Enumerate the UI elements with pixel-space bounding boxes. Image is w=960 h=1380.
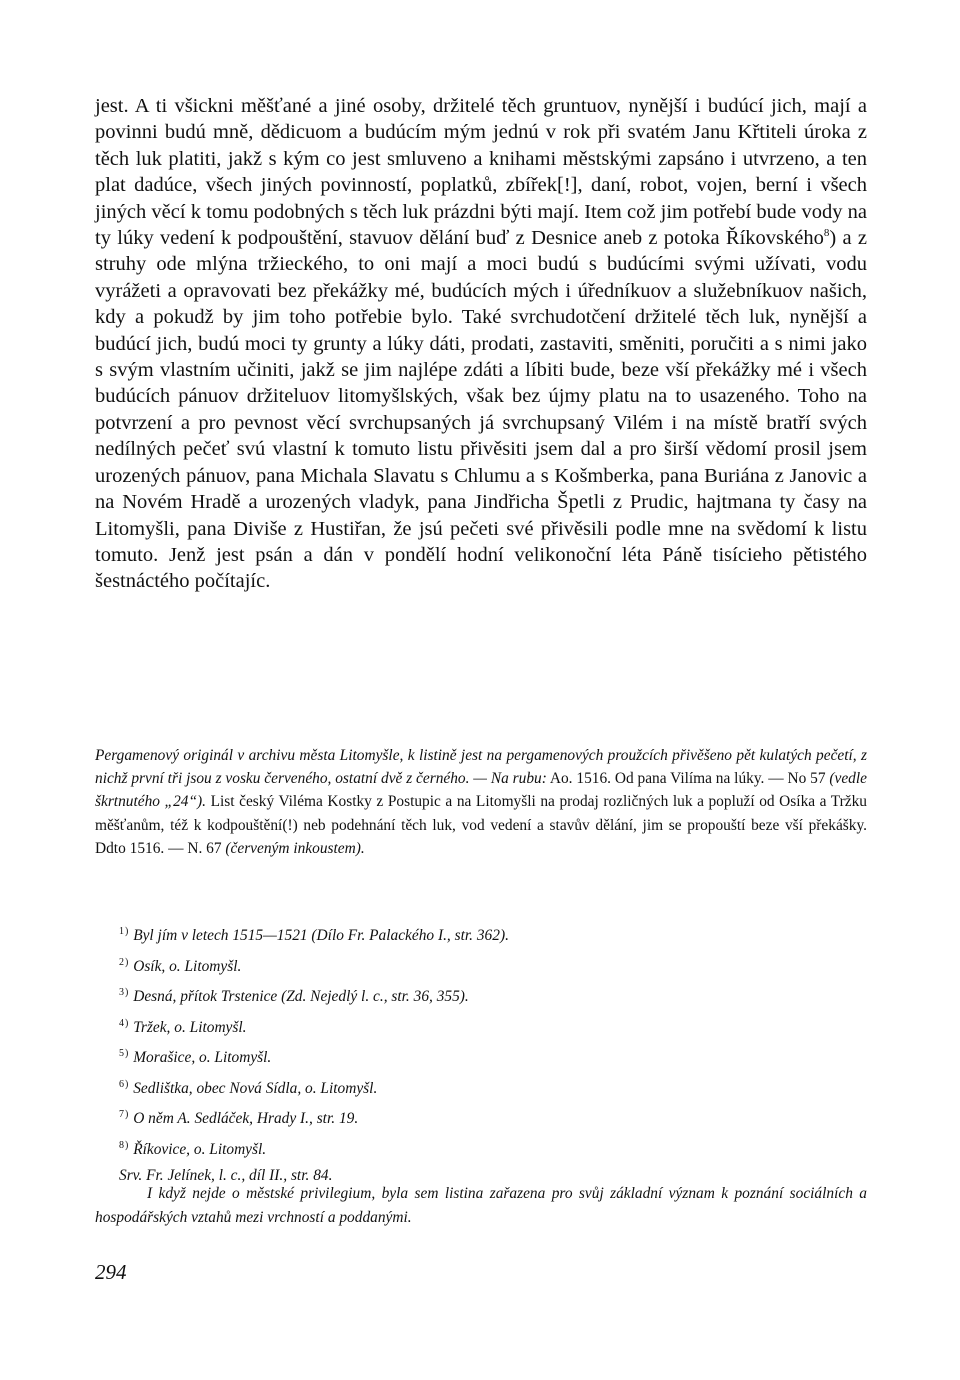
footnote-item bbox=[119, 980, 859, 1011]
footnote-number: 1 bbox=[119, 926, 124, 937]
footnote-paren: ) bbox=[125, 1139, 129, 1151]
footnote-paren: ) bbox=[125, 956, 129, 968]
footnote-paren: ) bbox=[125, 1017, 129, 1029]
source-note bbox=[95, 744, 867, 860]
document-page bbox=[95, 93, 867, 1284]
footnote-ref-8: 8 bbox=[823, 227, 830, 240]
source-note-plain-2: List český Viléma Kostky z Postupic a na Litomyšli na prodaj rozličných luk a popluží od Osíka a Tržku měšťanům, též k kodpouštění(!) neb podehnání těch luk, vod vedení a stavův dělání, jim se propouští beze vší překášky. Ddto 1516. — N. 67 bbox=[95, 793, 867, 857]
footnote-number: 7 bbox=[119, 1109, 124, 1121]
main-paragraph bbox=[95, 93, 867, 595]
footnote-text: Desná, přítok Trstenice (Zd. Nejedlý l. c., str. 36, 355). bbox=[133, 988, 469, 1006]
page-number: 294 bbox=[95, 1260, 127, 1284]
footnote-paren: ) bbox=[125, 1078, 129, 1090]
footnote-number: 6 bbox=[119, 1078, 124, 1090]
source-note-italic-1: Pergamenový originál v archivu města Litomyšle, k listině jest na pergamenových proužcích přivěšeno pět kulatých pečetí, z nichž první tři jsou z vosku červeného, ostatní dvě z černého. — Na rubu: bbox=[95, 747, 867, 788]
footnote-item bbox=[119, 1102, 859, 1133]
footnote-number: 3 bbox=[119, 987, 124, 999]
footnote-text: Tržek, o. Litomyšl. bbox=[133, 1018, 247, 1036]
source-note-italic-3: (červeným inkoustem). bbox=[225, 839, 365, 857]
footnote-item bbox=[119, 1041, 859, 1072]
footnote-text: Byl jím v letech 1515—1521 (Dílo Fr. Palackého I., str. 362). bbox=[133, 927, 509, 945]
footnote-number: 4 bbox=[119, 1017, 124, 1029]
source-note-paragraph bbox=[95, 744, 867, 860]
footnote-number: 5 bbox=[119, 1048, 124, 1060]
footnote-text: Sedlištka, obec Nová Sídla, o. Litomyšl. bbox=[133, 1079, 378, 1097]
main-text-segment-1: jest. A ti všickni měšťané a jiné osoby, držitelé těch gruntuov, nynější i budúcí jich, mají a povinni budú mně, dědicuom a budúcím mým jednú v rok při svatém Janu Křtiteli úroka z těch luk platiti, jakž s kým co jest smluveno a knihami městskými zapsáno i utvrzeno, a ten plat dadúce, všech jiných povinností, poplatků, zbířek[!], daní, robot, vojen, berní i všech jiných věcí k tomu podobných s těch luk prázdni býti mají. Item což jim potřebí bude vody na ty lúky vedení k podpouštění, stavuov dělání buď z Desnice aneb z potoka Říkovského bbox=[95, 95, 867, 250]
footnote-item bbox=[119, 919, 859, 950]
footnote-number: 8 bbox=[119, 1139, 124, 1151]
footnote-number: 2 bbox=[119, 956, 124, 968]
footnote-paren: ) bbox=[125, 1109, 129, 1121]
source-note-plain-1: Ao. 1516. Od pana Vilíma na lúky. — No 57 bbox=[546, 770, 830, 788]
main-text-block bbox=[95, 93, 867, 595]
srv-reference: Srv. Fr. Jelínek, l. c., díl II., str. 84. bbox=[119, 1167, 333, 1185]
footnote-item bbox=[119, 950, 859, 981]
footnote-text: O něm A. Sedláček, Hrady I., str. 19. bbox=[133, 1110, 359, 1128]
footnote-item bbox=[119, 1133, 859, 1164]
main-text-segment-2: ) a z struhy ode mlýna tržieckého, to oni mají a moci budú s budúcími svými užívati, vodu vyrážeti a opravovati bez překážky mé, budúcích mých i úředníkuov a služebníkuov našich, kdy a pokudž by jim toho potřebie bylo. Také svrchudotčení držitelé těch luk, nynější a budúcí jich, budú moci ty grunty a lúky dáti, prodati, zastaviti, směniti, poručiti a s nimi jako s svým vlastním učiniti, jakž se jim najlépe zdáti a líbiti bude, beze vší překážky mé i všech budúcích pánuov držiteluov litomyšlských, však bez újmy platu na to usazeného. Toho na potvrzení a pro pevnost věcí svrchupsaných já svrchupsaný Vilém i na místě bratří svých nedílných pečeť svú vlastní k tomuto listu přivěsiti jsem dal a pro širší vědomí prosil jsem urozených pánuov, pana Michala Slavatu s Chlumu a s Košmberka, pana Buriána z Janovic a na Novém Hradě a urozených vladyk, pana Jindřicha Špetli z Prudic, hajtmana ty časy na Litomyšli, pana Diviše z Hustiřan, že jsú pečeti své přivěsili podle mne na svědomí k listu tomuto. Jenž jest psán a dán v pondělí hodní velikonoční léta Páně tisícieho pětistého šestnáctého počítajíc. bbox=[95, 227, 867, 593]
footnote-item bbox=[119, 1011, 859, 1042]
closing-note: I když nejde o městské privilegium, byla sem listina zařazena pro svůj základní význam k poznání sociálních a hospodářských vztahů mezi vrchností a poddanými. bbox=[95, 1185, 867, 1226]
footnote-text: Osík, o. Litomyšl. bbox=[133, 957, 242, 975]
footnotes-list bbox=[119, 919, 859, 1190]
footnote-text: Morašice, o. Litomyšl. bbox=[133, 1049, 272, 1067]
footnote-paren: ) bbox=[125, 1048, 129, 1060]
source-note-italic-2: (vedle škrtnutého „24“). bbox=[95, 770, 867, 811]
footnote-paren: ) bbox=[125, 987, 129, 999]
footnote-paren: ) bbox=[125, 926, 129, 937]
footnote-text: Říkovice, o. Litomyšl. bbox=[133, 1140, 267, 1158]
footnote-item bbox=[119, 1072, 859, 1103]
